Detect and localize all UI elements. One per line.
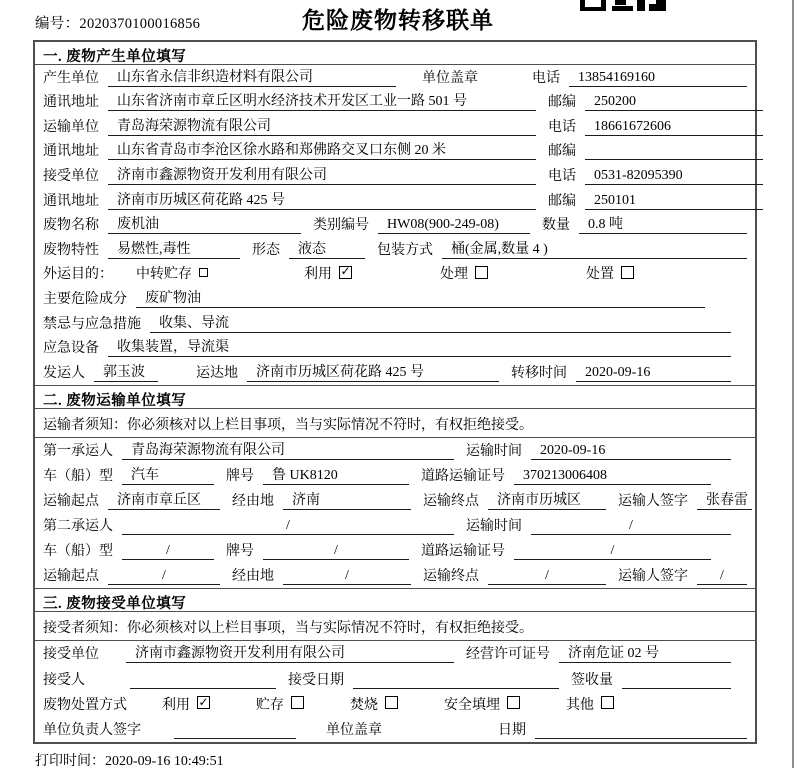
form-row xyxy=(35,641,755,666)
checkbox-item xyxy=(566,694,614,714)
field-value: 2020-09-16 xyxy=(540,442,606,458)
form-field xyxy=(108,93,536,111)
form-field xyxy=(488,492,606,510)
field-label: 经由地 xyxy=(232,568,274,584)
form-field xyxy=(585,93,763,111)
form-field xyxy=(108,192,536,210)
field-label: 通讯地址 xyxy=(43,144,99,160)
field-label: 主要危险成分 xyxy=(43,291,127,307)
field-label: 废物处置方式 xyxy=(43,697,127,713)
field-value: 废矿物油 xyxy=(145,290,201,306)
field-value: / xyxy=(166,542,170,558)
field-label: 数量 xyxy=(542,218,570,234)
field-value: 鲁 UK8120 xyxy=(272,467,338,483)
form-field xyxy=(122,467,214,485)
form-row xyxy=(35,438,755,463)
form-row xyxy=(35,463,755,488)
form-field xyxy=(585,192,763,210)
field-label: 经由地 xyxy=(232,493,274,509)
document-number-label: 编号： xyxy=(35,16,80,32)
form-row xyxy=(35,513,755,538)
qr-code-fragment-icon xyxy=(580,0,666,11)
field-label: 运输人签字 xyxy=(618,493,688,509)
form-field xyxy=(585,167,763,185)
field-label: 运达地 xyxy=(196,365,238,381)
section-notice: 接受者须知：你必须核对以上栏目事项，当与实际情况不符时，有权拒绝接受。 xyxy=(35,612,755,641)
form-field xyxy=(535,722,747,739)
field-label: 电话 xyxy=(548,119,576,135)
form-row xyxy=(35,563,755,588)
section-header: 一. 废物产生单位填写 xyxy=(35,42,755,65)
field-label: 电话 xyxy=(532,70,560,86)
checkbox-label: 中转贮存 xyxy=(136,267,192,283)
form-field xyxy=(697,492,752,510)
field-label: 运输时间 xyxy=(466,443,522,459)
print-time xyxy=(35,750,224,768)
checkbox-label: 利用 xyxy=(162,697,190,713)
form-field xyxy=(263,542,409,560)
form-field xyxy=(136,290,705,308)
form-field xyxy=(126,645,454,663)
field-value: 济南 xyxy=(292,492,320,508)
field-value: 济南市章丘区 xyxy=(117,492,201,508)
field-value: / xyxy=(162,567,166,583)
field-label: 运输起点 xyxy=(43,493,99,509)
form-field xyxy=(514,542,711,560)
unchecked-checkbox-icon xyxy=(291,696,304,709)
form-row xyxy=(35,188,755,213)
checkbox-item xyxy=(162,694,210,714)
form-row xyxy=(35,114,755,139)
field-value: 济南市历城区 xyxy=(497,492,581,508)
field-label: 禁忌与应急措施 xyxy=(43,316,141,332)
static-text: 单位盖章 xyxy=(326,723,382,739)
document-number-value: 2020370100016856 xyxy=(79,16,201,32)
form-field xyxy=(579,216,747,234)
form-field xyxy=(108,167,536,185)
field-value: 山东省永信非织造材料有限公司 xyxy=(117,69,313,85)
field-value: 汽车 xyxy=(131,467,159,483)
form-field xyxy=(108,339,731,357)
page-title: 危险废物转移联单 xyxy=(302,8,494,33)
field-value: / xyxy=(545,567,549,583)
unchecked-checkbox-icon xyxy=(621,266,634,279)
field-label: 电话 xyxy=(548,168,576,184)
field-value: 0531-82095390 xyxy=(594,167,683,183)
checkbox-label: 焚烧 xyxy=(350,697,378,713)
form-row xyxy=(35,666,755,691)
form-field xyxy=(247,364,499,382)
field-value: 250101 xyxy=(594,192,636,208)
field-label: 运输人签字 xyxy=(618,568,688,584)
field-value: 18661672606 xyxy=(594,118,671,134)
form-row xyxy=(35,213,755,238)
form-field xyxy=(576,364,731,382)
field-value: 济南市鑫源物资开发利用有限公司 xyxy=(135,646,345,662)
field-label: 类别编号 xyxy=(313,218,369,234)
field-value: / xyxy=(629,517,633,533)
field-label: 运输终点 xyxy=(423,568,479,584)
field-label: 废物名称 xyxy=(43,218,99,234)
form-row xyxy=(35,163,755,188)
form-row xyxy=(35,336,755,361)
form-field xyxy=(622,672,731,689)
field-value: 250200 xyxy=(594,94,636,110)
form-field xyxy=(697,567,747,585)
field-value: 易燃性,毒性 xyxy=(117,241,191,257)
field-value: 收集、导流 xyxy=(159,315,229,331)
field-label: 车（船）型 xyxy=(43,543,113,559)
form-field xyxy=(108,567,220,585)
field-label: 车（船）型 xyxy=(43,468,113,484)
field-value: 收集装置，导流渠 xyxy=(117,340,229,356)
checkbox-label: 安全填埋 xyxy=(444,697,500,713)
form-field xyxy=(108,142,536,160)
form-field xyxy=(94,364,158,382)
form-field xyxy=(585,118,763,136)
field-value: 桶(金属,数量 4 ) xyxy=(451,241,548,257)
form-field xyxy=(108,216,301,234)
field-value: / xyxy=(286,517,290,533)
field-label: 运输终点 xyxy=(423,493,479,509)
section-header: 三. 废物接受单位填写 xyxy=(35,589,755,612)
form-field xyxy=(122,542,214,560)
form-field xyxy=(122,517,454,535)
field-label: 外运目的： xyxy=(43,267,113,283)
section-2 xyxy=(35,385,755,588)
field-value: 液态 xyxy=(298,241,326,257)
field-label: 邮编 xyxy=(548,193,576,209)
form-field xyxy=(289,241,365,259)
checkbox-item xyxy=(256,694,304,714)
checkbox-label: 利用 xyxy=(304,267,332,283)
field-label: 运输单位 xyxy=(43,119,99,135)
form-field xyxy=(108,69,396,87)
field-value: 青岛海荣源物流有限公司 xyxy=(117,118,271,134)
section-1 xyxy=(35,42,755,385)
field-value: / xyxy=(345,567,349,583)
field-label: 经营许可证号 xyxy=(466,647,550,663)
form-field xyxy=(531,442,731,460)
field-value: 山东省济南市章丘区明水经济技术开发区工业一路 501 号 xyxy=(117,94,467,110)
form-field xyxy=(559,645,731,663)
form-field xyxy=(122,442,454,460)
field-label: 接受日期 xyxy=(288,672,344,688)
field-label: 包装方式 xyxy=(377,242,433,258)
checked-checkbox-icon: ✓ xyxy=(340,264,351,279)
field-label: 第二承运人 xyxy=(43,518,113,534)
field-label: 发运人 xyxy=(43,365,85,381)
field-label: 单位负责人签字 xyxy=(43,723,141,739)
field-label: 接受单位 xyxy=(43,647,99,663)
checkbox-label: 贮存 xyxy=(256,697,284,713)
form-field xyxy=(569,69,747,87)
form-field xyxy=(378,216,530,234)
static-text: 单位盖章 xyxy=(422,70,478,86)
field-value: 0.8 吨 xyxy=(588,217,623,233)
form-row xyxy=(35,90,755,115)
field-label: 邮编 xyxy=(548,144,576,160)
field-label: 通讯地址 xyxy=(43,193,99,209)
field-value: 济南市历城区荷花路 425 号 xyxy=(256,364,424,380)
form-field xyxy=(174,722,296,739)
field-label: 形态 xyxy=(252,242,280,258)
form-field xyxy=(263,467,409,485)
field-value: 济南危证 02 号 xyxy=(568,646,659,662)
form-field xyxy=(283,492,411,510)
form-field xyxy=(130,672,276,689)
form-field xyxy=(150,315,731,333)
form-row xyxy=(35,717,755,742)
document-header xyxy=(0,0,796,40)
field-value: 郭玉波 xyxy=(103,364,145,380)
form-row xyxy=(35,286,755,311)
field-value: 张春雷 xyxy=(706,492,748,508)
form-row xyxy=(35,65,755,90)
checkbox-item xyxy=(350,694,398,714)
field-label: 运输时间 xyxy=(466,518,522,534)
checked-checkbox-icon: ✓ xyxy=(198,694,209,709)
field-value: 青岛海荣源物流有限公司 xyxy=(131,442,285,458)
checkbox-item xyxy=(586,263,634,283)
form-field xyxy=(108,118,536,136)
form-row xyxy=(35,237,755,262)
form-field xyxy=(108,241,240,259)
field-label: 第一承运人 xyxy=(43,443,113,459)
field-value: / xyxy=(334,542,338,558)
form-field xyxy=(353,672,559,689)
field-label: 转移时间 xyxy=(511,365,567,381)
page-edge-line xyxy=(792,0,794,768)
field-value: 济南市历城区荷花路 425 号 xyxy=(117,192,285,208)
field-label: 通讯地址 xyxy=(43,95,99,111)
field-label: 邮编 xyxy=(548,95,576,111)
form-row xyxy=(35,538,755,563)
field-label: 道路运输证号 xyxy=(421,543,505,559)
checkbox-label: 处理 xyxy=(440,267,468,283)
field-label: 运输起点 xyxy=(43,568,99,584)
field-label: 签收量 xyxy=(571,672,613,688)
manifest-table xyxy=(33,40,757,744)
field-label: 日期 xyxy=(498,723,526,739)
form-field xyxy=(108,492,220,510)
field-label: 接受单位 xyxy=(43,168,99,184)
form-field xyxy=(585,143,763,160)
checkbox-item xyxy=(440,263,488,283)
unchecked-checkbox-icon xyxy=(601,696,614,709)
unchecked-checkbox-icon xyxy=(199,268,208,277)
field-label: 废物特性 xyxy=(43,242,99,258)
field-label: 接受人 xyxy=(43,672,85,688)
unchecked-checkbox-icon xyxy=(475,266,488,279)
form-field xyxy=(283,567,411,585)
print-time-value: 2020-09-16 10:49:51 xyxy=(105,754,224,768)
form-row xyxy=(35,692,755,717)
field-value: 废机油 xyxy=(117,217,159,233)
print-time-label: 打印时间： xyxy=(35,754,105,768)
form-row xyxy=(35,139,755,164)
field-value: 济南市鑫源物资开发利用有限公司 xyxy=(117,167,327,183)
field-value: 2020-09-16 xyxy=(585,364,651,380)
field-value: / xyxy=(720,567,724,583)
field-label: 产生单位 xyxy=(43,70,99,86)
form-field xyxy=(488,567,606,585)
unchecked-checkbox-icon xyxy=(507,696,520,709)
section-header: 二. 废物运输单位填写 xyxy=(35,386,755,409)
form-field xyxy=(442,241,747,259)
checkbox-label: 处置 xyxy=(586,267,614,283)
field-label: 道路运输证号 xyxy=(421,468,505,484)
field-value: / xyxy=(610,542,615,558)
unchecked-checkbox-icon xyxy=(385,696,398,709)
form-field xyxy=(514,467,711,485)
field-value: 山东省青岛市李沧区徐水路和郑佛路交叉口东侧 20 米 xyxy=(117,143,446,159)
form-field xyxy=(531,517,731,535)
field-label: 牌号 xyxy=(226,468,254,484)
checkbox-item xyxy=(444,694,520,714)
section-notice: 运输者须知：你必须核对以上栏目事项，当与实际情况不符时，有权拒绝接受。 xyxy=(35,409,755,438)
field-value: 370213006408 xyxy=(523,467,607,483)
form-row xyxy=(35,262,755,287)
field-value: 13854169160 xyxy=(578,69,655,85)
field-value: HW08(900-249-08) xyxy=(387,217,499,233)
section-3 xyxy=(35,588,755,743)
field-label: 应急设备 xyxy=(43,341,99,357)
form-row xyxy=(35,360,755,385)
form-row xyxy=(35,311,755,336)
form-row xyxy=(35,488,755,513)
checkbox-label: 其他 xyxy=(566,697,594,713)
checkbox-item xyxy=(136,263,208,283)
checkbox-item xyxy=(304,263,352,283)
field-label: 牌号 xyxy=(226,543,254,559)
